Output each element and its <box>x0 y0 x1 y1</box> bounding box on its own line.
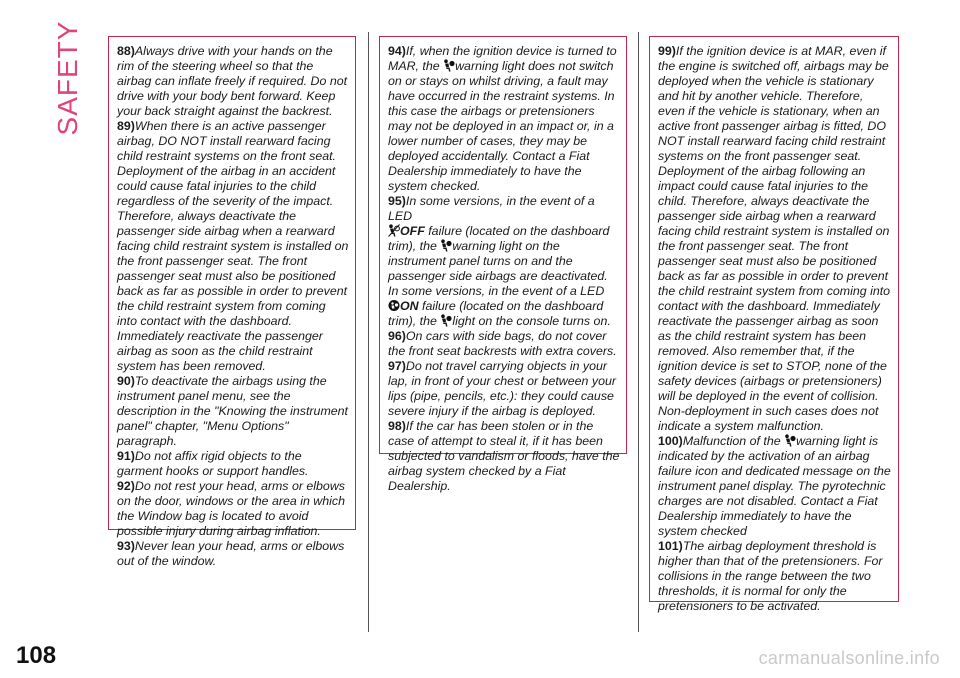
warning-box-1 <box>108 36 356 568</box>
watermark: carmanualsonline.info <box>758 648 940 668</box>
section-title: SAFETY <box>52 20 83 136</box>
note-95: 95)In some versions, in the event of a LED OFF failure (located on the dashboard trim), the warning light on the instrument panel turns on and the passenger side airbags are deactivated. In some versions, in the event of a LED ON failure (located on the dashboard trim), the light on the console turns on. <box>388 194 611 328</box>
note-101: 101)The airbag deployment threshold is higher than that of the pretensioners. For collisions in the range between the two thresholds, it is normal for only the pretensioners to be activated. <box>658 539 883 613</box>
note-98: 98)If the car has been stolen or in the case of attempt to steal it, if it has been subjected to vandalism or floods, have the airbag system checked by a Fiat Dealership. <box>388 419 620 493</box>
airbag-warning-icon <box>440 239 452 252</box>
section-tab <box>48 18 88 138</box>
airbag-warning-icon <box>784 434 796 447</box>
column-divider <box>368 32 369 632</box>
note-97: 97)Do not travel carrying objects in your lap, in front of your chest or between your lips (pipe, pencils, etc.): they could cause severe injury if the airbag is deployed. <box>388 359 616 418</box>
note-88: 88)Always drive with your hands on the rim of the steering wheel so that the airbag can inflate freely if required. Do not drive with your body bent forward. Keep your back straight against the backrest. <box>117 44 348 118</box>
note-89: 89)When there is an active passenger airbag, DO NOT install rearward facing child restraint systems on the front seat. Deployment of the airbag in an accident could cause fatal injuries to the child regardless of the severity of the impact. Therefore, always deactivate the passenger side airbag when a rearward facing child restraint system is installed on the front passenger seat. The front passenger seat must also be positioned back as far as possible in order to prevent the child restraint system from coming into contact with the dashboard. Immediately reactivate the passenger airbag as soon as the child restraint system has been removed. <box>117 119 349 373</box>
column-divider <box>638 32 639 632</box>
note-92: 92)Do not rest your head, arms or elbows on the door, windows or the area in which the Window bag is located to avoid possible injury during airbag inflation. <box>117 479 345 538</box>
note-93: 93)Never lean your head, arms or elbows out of the window. <box>117 539 345 568</box>
page-number: 108 <box>16 642 57 669</box>
note-90: 90)To deactivate the airbags using the instrument panel menu, see the description in the "Knowing the instrument panel" chapter, "Menu Options" paragraph. <box>117 374 348 448</box>
passenger-airbag-on-icon <box>388 299 400 312</box>
note-94: 94)If, when the ignition device is turned to MAR, the warning light does not switch on or stays on whilst driving, a fault may have occurred in the restraint systems. In this case the airbags or pretensioners may not be deployed in an impact or, in a lower number of cases, they may be deployed accidentally. Contact a Fiat Dealership immediately to have the system checked. <box>388 44 617 193</box>
note-100: 100)Malfunction of the warning light is indicated by the activation of an airbag failure icon and dedicated message on the instrument panel display. The pyrotechnic charges are not disabled. Contact a Fiat Dealership immediately to have the system checked <box>658 434 891 538</box>
warning-box-3 <box>649 36 899 613</box>
airbag-warning-icon <box>440 314 452 327</box>
warning-box-2 <box>379 36 627 493</box>
airbag-warning-icon <box>443 59 455 72</box>
note-96: 96)On cars with side bags, do not cover the front seat backrests with extra covers. <box>388 329 617 358</box>
note-91: 91)Do not affix rigid objects to the garment hooks or support handles. <box>117 449 309 478</box>
passenger-airbag-off-icon <box>388 224 400 237</box>
note-99: 99)If the ignition device is at MAR, even if the engine is switched off, airbags may be deployed when the vehicle is stationary and hit by another vehicle. Therefore, even if the vehicle is stationary, when an active front passenger airbag is fitted, DO NOT install rearward facing child restraint systems on the front passenger seat. Deployment of the airbag following an impact could cause fatal injuries to the child. Therefore, always deactivate the passenger side airbag when a rearward facing child restraint system is installed on the front passenger seat. The front passenger seat must also be positioned back as far as possible in order to prevent the child restraint system from coming into contact with the dashboard. Immediately reactivate the passenger airbag as soon as the child restraint system has been removed. Also remember that, if the ignition device is set to STOP, none of the safety devices (airbags or pretensioners) will be deployed in the event of collision. Non-deployment in such cases does not indicate a system malfunction. <box>658 44 891 433</box>
